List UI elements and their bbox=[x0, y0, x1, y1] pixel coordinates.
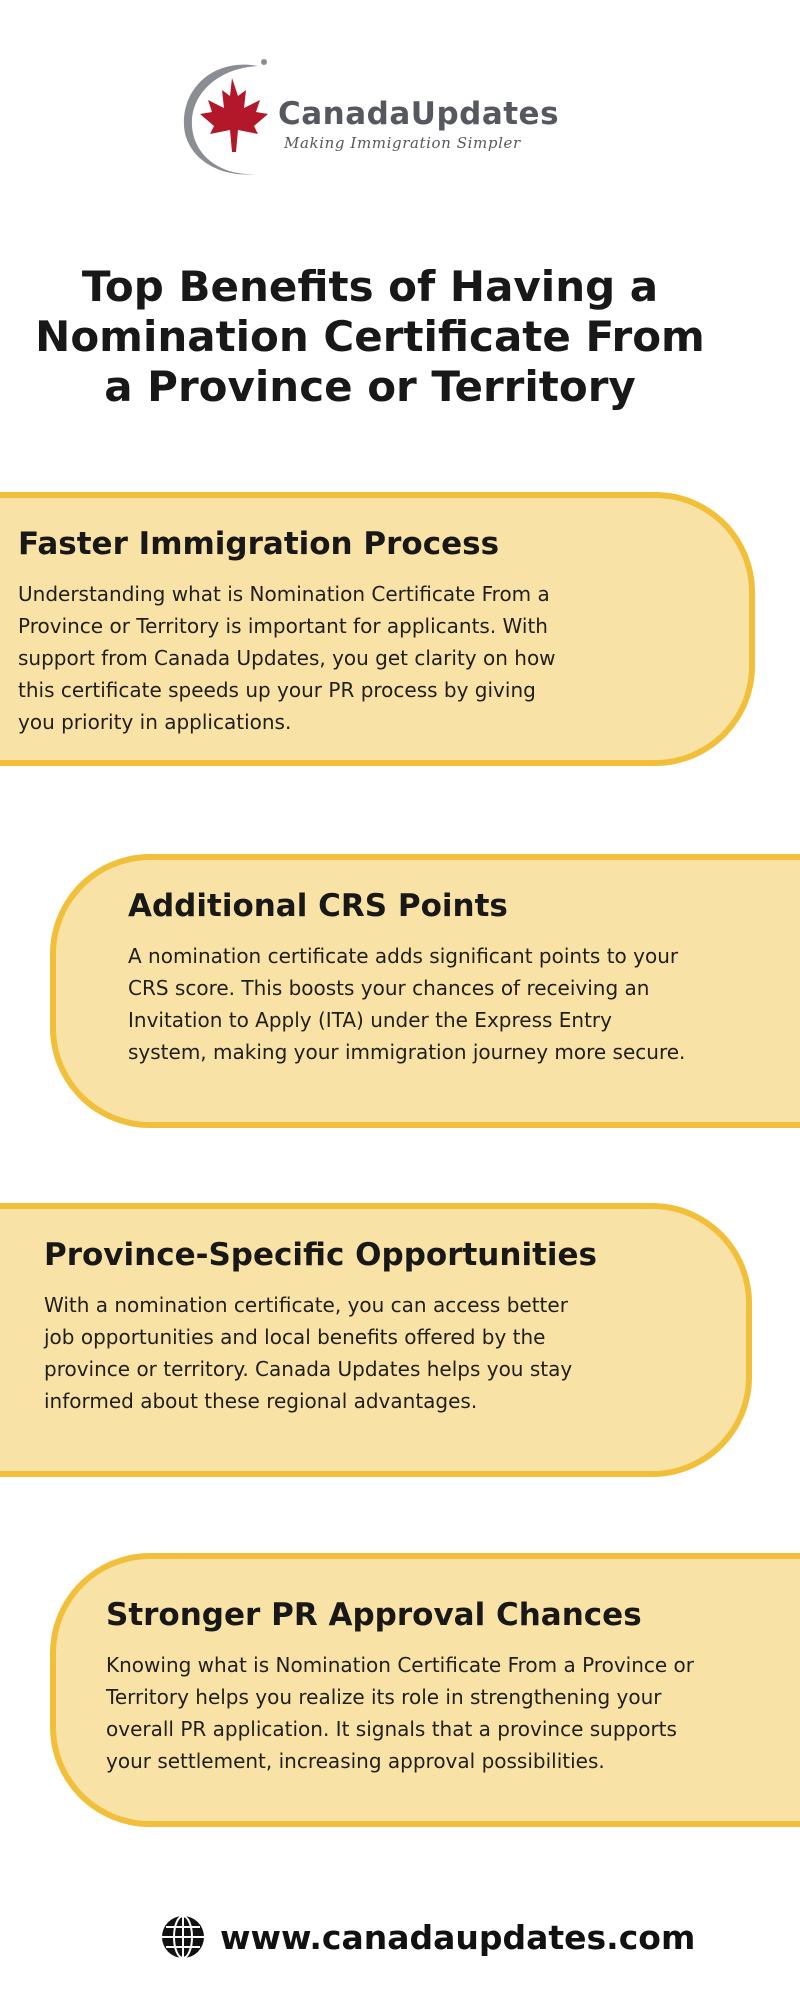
benefit-heading: Additional CRS Points bbox=[128, 888, 508, 924]
page-title-line-2: Nomination Certificate From bbox=[35, 312, 705, 361]
benefit-heading: Faster Immigration Process bbox=[18, 526, 500, 562]
logo bbox=[176, 56, 566, 186]
benefit-body: A nomination certificate adds significant points to your CRS score. This boosts your chances of receiving an Invitation to Apply (ITA) under the Express Entry system, making your immigration journey more secure. bbox=[128, 944, 686, 1064]
website-link[interactable]: www.canadaupdates.com bbox=[220, 1917, 696, 1957]
benefit-heading: Stronger PR Approval Chances bbox=[106, 1597, 642, 1633]
globe-icon bbox=[160, 1914, 206, 1960]
logo-tagline: Making Immigration Simpler bbox=[284, 134, 521, 152]
benefit-card-pr-approval bbox=[50, 1553, 800, 1827]
page-title bbox=[0, 262, 740, 412]
benefit-body: Understanding what is Nomination Certificate From a Province or Territory is important for applicants. With support from Canada Updates, you get clarity on how this certificate speeds up your PR process by giving you priority in applications. bbox=[18, 582, 556, 734]
benefit-card-crs-points bbox=[50, 854, 800, 1128]
benefit-card-faster-process bbox=[0, 492, 755, 766]
page-title-line-1: Top Benefits of Having a bbox=[81, 262, 659, 311]
page-title-line-3: a Province or Territory bbox=[104, 362, 636, 411]
benefit-card-province-opportunities bbox=[0, 1203, 752, 1477]
benefit-body: With a nomination certificate, you can access better job opportunities and local benefits offered by the province or territory. Canada Updates helps you stay informed about these regional advantages. bbox=[44, 1293, 573, 1413]
footer bbox=[160, 1912, 695, 1962]
maple-leaf-icon bbox=[176, 56, 286, 186]
logo-brand: CanadaUpdates bbox=[278, 96, 560, 132]
benefit-body: Knowing what is Nomination Certificate From a Province or Territory helps you realize its role in strengthening your overall PR application. It signals that a province supports your settlement, increasing approval possibilities. bbox=[106, 1653, 695, 1773]
benefit-heading: Province-Specific Opportunities bbox=[44, 1237, 597, 1273]
